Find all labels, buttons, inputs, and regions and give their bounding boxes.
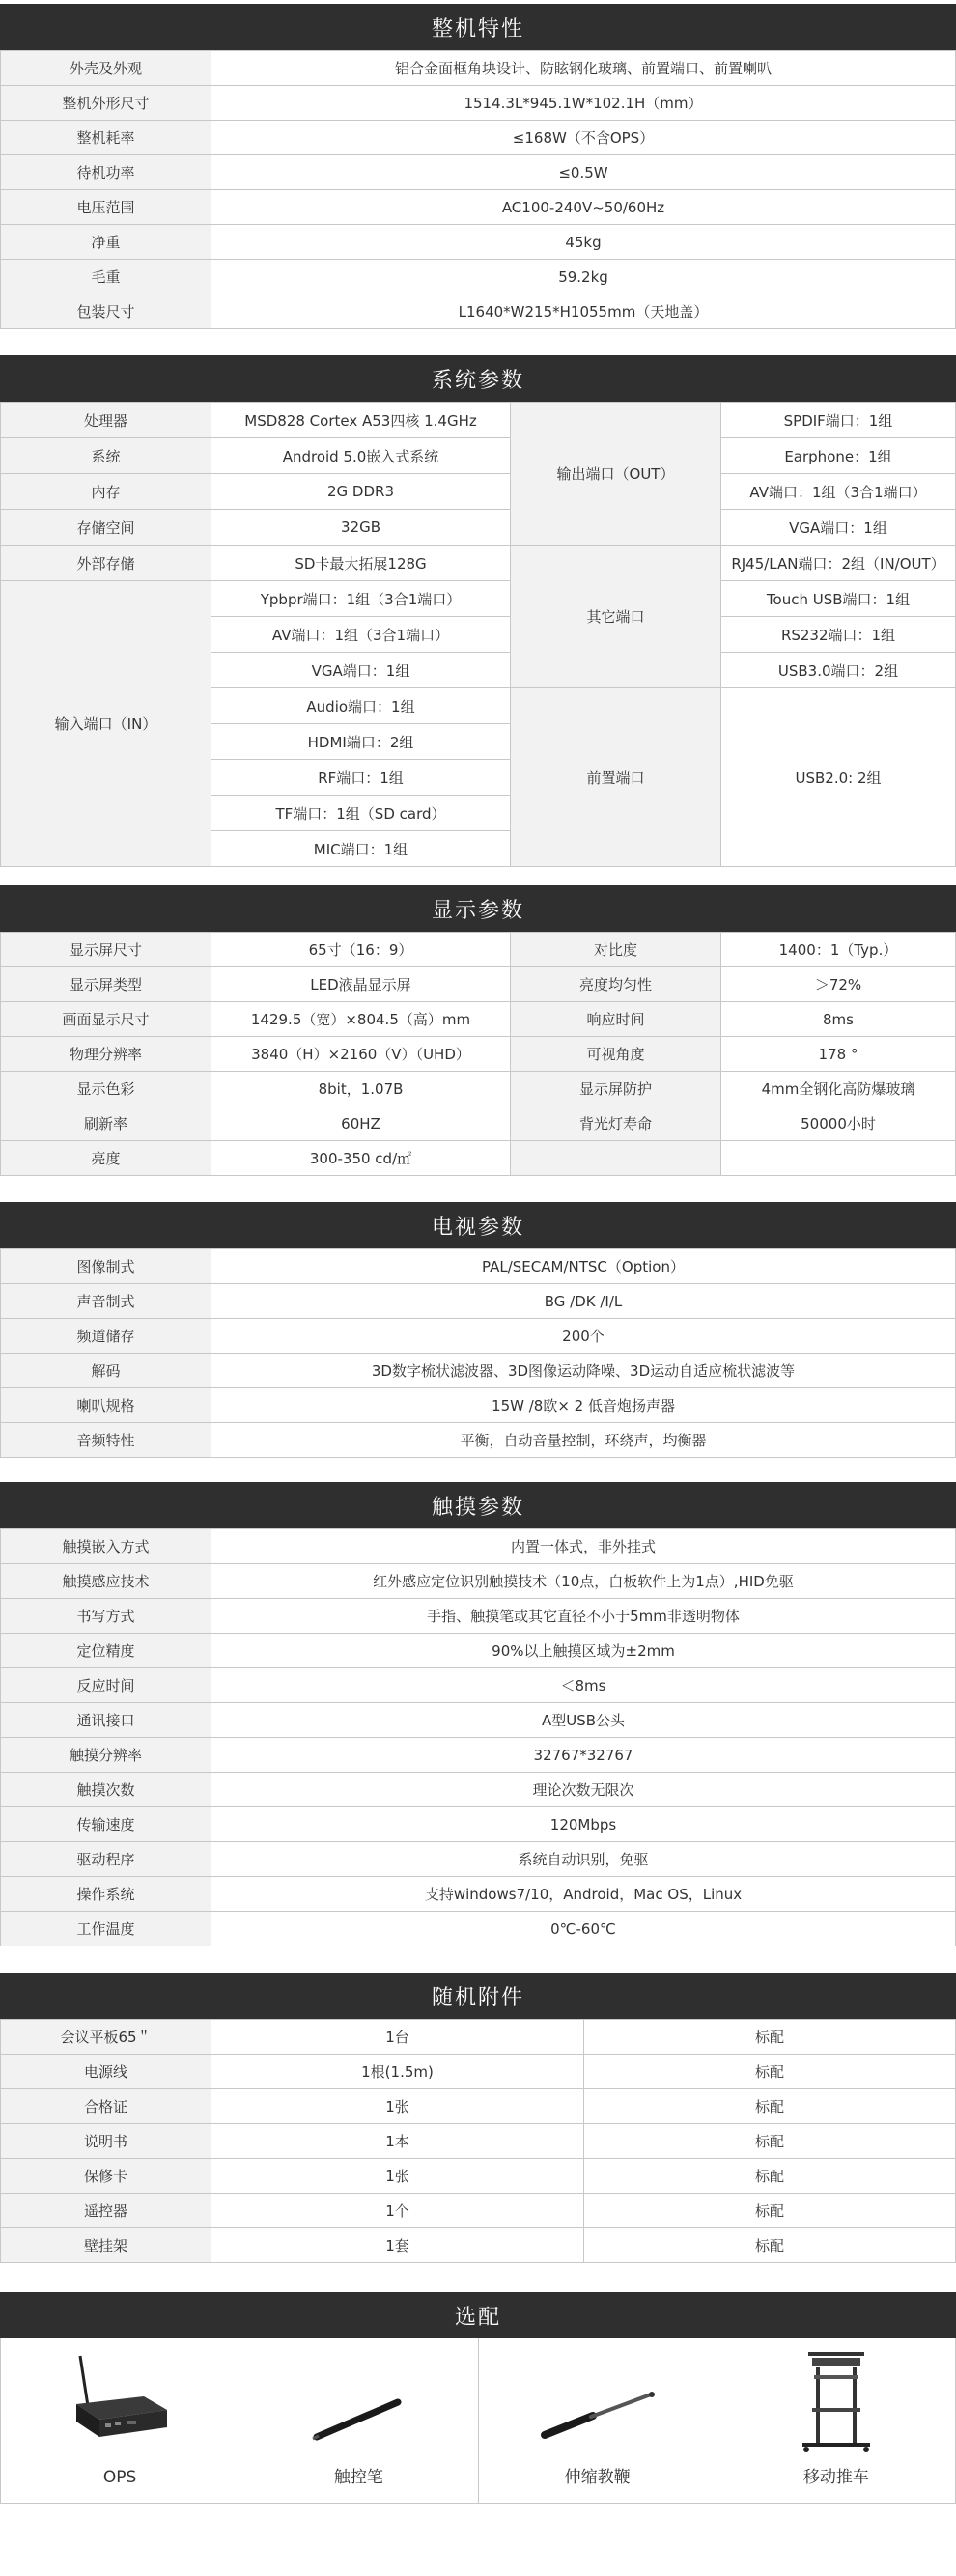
cell-value: 8bit，1.07B (211, 1072, 511, 1106)
cell-value: 标配 (584, 2124, 956, 2159)
cell-value: Audio端口：1组 (211, 688, 511, 724)
cell-key: 触摸分辨率 (1, 1738, 211, 1773)
section-accessories (0, 1973, 956, 2263)
table-row (1, 1002, 956, 1037)
table-row (1, 1807, 956, 1842)
cell-key: 解码 (1, 1354, 211, 1388)
table-row (1, 294, 956, 329)
section-title: 随机附件 (0, 1973, 956, 2019)
cell-value: L1640*W215*H1055mm（天地盖） (211, 294, 956, 329)
table-row (1, 121, 956, 155)
cell-value: VGA端口：1组 (721, 510, 956, 546)
cell-value: 1张 (211, 2159, 584, 2194)
spec-table (0, 2019, 956, 2263)
section-touch (0, 1482, 956, 1946)
table-row (1, 1564, 956, 1599)
table-row (1, 1773, 956, 1807)
cell-key: 驱动程序 (1, 1842, 211, 1877)
cell-key: 显示屏防护 (511, 1072, 721, 1106)
cell-value: 内置一体式，非外挂式 (211, 1529, 956, 1564)
cell-value: Android 5.0嵌入式系统 (211, 438, 511, 474)
cell-value: 0℃-60℃ (211, 1912, 956, 1946)
cell-value: 手指、触摸笔或其它直径不小于5mm非透明物体 (211, 1599, 956, 1634)
cell-key: 反应时间 (1, 1668, 211, 1703)
cell-value: 178 ° (721, 1037, 956, 1072)
option-label: 移动推车 (802, 2468, 869, 2487)
cell-key: 会议平板65＂ (1, 2020, 211, 2055)
cell-value: 1张 (211, 2089, 584, 2124)
option-label: 触控笔 (333, 2468, 383, 2487)
section-options (0, 2292, 956, 2504)
cell-value: RS232端口：1组 (721, 617, 956, 653)
cell-value: 标配 (584, 2194, 956, 2228)
spec-table (0, 402, 956, 867)
table-row (1, 51, 956, 86)
cell-key: 触摸嵌入方式 (1, 1529, 211, 1564)
table-row (1, 1599, 956, 1634)
cell-value: RJ45/LAN端口：2组（IN/OUT） (721, 546, 956, 581)
cell-value: USB2.0: 2组 (721, 688, 956, 867)
cell-key: 输出端口（OUT） (511, 403, 721, 546)
table-row (1, 1284, 956, 1319)
spec-table (0, 50, 956, 329)
cell-value: 65寸（16：9） (211, 933, 511, 967)
cell-value: ≤0.5W (211, 155, 956, 190)
cell-key: 画面显示尺寸 (1, 1002, 211, 1037)
cell-value: A型USB公头 (211, 1703, 956, 1738)
cell-value: USB3.0端口：2组 (721, 653, 956, 688)
cell-value: 1台 (211, 2020, 584, 2055)
cell-key: 工作温度 (1, 1912, 211, 1946)
table-row (1, 1354, 956, 1388)
cell-key: 亮度均匀性 (511, 967, 721, 1002)
cell-key: 刷新率 (1, 1106, 211, 1141)
table-row (1, 1141, 956, 1176)
cell-value: 59.2kg (211, 260, 956, 294)
cell-value: 2G DDR3 (211, 474, 511, 510)
table-row (1, 1668, 956, 1703)
cell-key: 显示色彩 (1, 1072, 211, 1106)
section-title: 整机特性 (0, 4, 956, 50)
cell-key: 背光灯寿命 (511, 1106, 721, 1141)
cell-key: 存储空间 (1, 510, 211, 546)
cell-value: 红外感应定位识别触摸技术（10点，白板软件上为1点）,HID免驱 (211, 1564, 956, 1599)
section-title: 显示参数 (0, 885, 956, 932)
cell-value: 45kg (211, 225, 956, 260)
table-row (1, 2020, 956, 2055)
section-title: 电视参数 (0, 1202, 956, 1248)
section-system (0, 355, 956, 867)
table-row (1, 190, 956, 225)
table-row (1, 1249, 956, 1284)
cell-key: 电源线 (1, 2055, 211, 2089)
table-row (1, 1529, 956, 1564)
table-row (1, 1877, 956, 1912)
cell-value: 铝合金面框角块设计、防眩钢化玻璃、前置端口、前置喇叭 (211, 51, 956, 86)
table-row (1, 2124, 956, 2159)
cell-key: 处理器 (1, 403, 211, 438)
cell-key (511, 1141, 721, 1176)
option-pen (239, 2338, 478, 2503)
cell-key: 前置端口 (511, 688, 721, 867)
options-grid (0, 2338, 956, 2504)
cell-value: 120Mbps (211, 1807, 956, 1842)
cell-key: 通讯接口 (1, 1703, 211, 1738)
cell-value: 平衡，自动音量控制，环绕声，均衡器 (211, 1423, 956, 1458)
cell-key: 亮度 (1, 1141, 211, 1176)
spec-table (0, 1528, 956, 1946)
cell-value: 4mm全钢化高防爆玻璃 (721, 1072, 956, 1106)
cell-key: 内存 (1, 474, 211, 510)
cell-value: 8ms (721, 1002, 956, 1037)
cell-key: 显示屏尺寸 (1, 933, 211, 967)
table-row (1, 2228, 956, 2263)
cell-key: 说明书 (1, 2124, 211, 2159)
cell-value: 60HZ (211, 1106, 511, 1141)
table-row (1, 155, 956, 190)
table-row (1, 225, 956, 260)
table-row (1, 260, 956, 294)
spec-table (0, 1248, 956, 1458)
cell-value: TF端口：1组（SD card） (211, 796, 511, 831)
cell-key: 外部存储 (1, 546, 211, 581)
cell-value: Earphone：1组 (721, 438, 956, 474)
cell-key: 合格证 (1, 2089, 211, 2124)
section-title: 系统参数 (0, 355, 956, 402)
cell-key: 响应时间 (511, 1002, 721, 1037)
option-cart (717, 2338, 955, 2503)
cell-value: 1个 (211, 2194, 584, 2228)
table-row (1, 1319, 956, 1354)
option-label: OPS (102, 2468, 137, 2487)
cell-value: SPDIF端口：1组 (721, 403, 956, 438)
cell-value: 1根(1.5m) (211, 2055, 584, 2089)
table-row (1, 967, 956, 1002)
cell-key: 触摸感应技术 (1, 1564, 211, 1599)
cell-key: 壁挂架 (1, 2228, 211, 2263)
cell-value: PAL/SECAM/NTSC（Option） (211, 1249, 956, 1284)
cell-key: 物理分辨率 (1, 1037, 211, 1072)
spec-table (0, 932, 956, 1176)
cell-key: 遥控器 (1, 2194, 211, 2228)
cell-value: 1429.5（宽）×804.5（高）mm (211, 1002, 511, 1037)
cell-value: BG /DK /I/L (211, 1284, 956, 1319)
section-title: 触摸参数 (0, 1482, 956, 1528)
table-row (1, 2159, 956, 2194)
cell-key: 显示屏类型 (1, 967, 211, 1002)
cell-key: 书写方式 (1, 1599, 211, 1634)
cell-value: 3840（H）×2160（V）（UHD） (211, 1037, 511, 1072)
cell-key: 音频特性 (1, 1423, 211, 1458)
cell-value: RF端口：1组 (211, 760, 511, 796)
cell-value: 1514.3L*945.1W*102.1H（mm） (211, 86, 956, 121)
section-display (0, 885, 956, 1176)
cell-value: AC100-240V~50/60Hz (211, 190, 956, 225)
ops-device-icon (67, 2348, 173, 2445)
cell-value: AV端口：1组（3合1端口） (721, 474, 956, 510)
cell-value: HDMI端口：2组 (211, 724, 511, 760)
table-row (1, 1106, 956, 1141)
section-title: 选配 (0, 2292, 956, 2338)
table-row (1, 933, 956, 967)
cell-value: 支持windows7/10，Android，Mac OS，Linux (211, 1877, 956, 1912)
cell-value: 1套 (211, 2228, 584, 2263)
cell-value: SD卡最大拓展128G (211, 546, 511, 581)
cell-key: 保修卡 (1, 2159, 211, 2194)
cell-value: Ypbpr端口：1组（3合1端口） (211, 581, 511, 617)
cell-value: 32GB (211, 510, 511, 546)
cell-key: 其它端口 (511, 546, 721, 688)
table-row (1, 1037, 956, 1072)
cell-value: ≤168W（不含OPS） (211, 121, 956, 155)
cell-value: 1本 (211, 2124, 584, 2159)
cell-value: MIC端口：1组 (211, 831, 511, 867)
cell-value: 200个 (211, 1319, 956, 1354)
cell-key: 声音制式 (1, 1284, 211, 1319)
cell-key: 图像制式 (1, 1249, 211, 1284)
table-row (1, 1912, 956, 1946)
cell-key: 整机外形尺寸 (1, 86, 211, 121)
table-row (1, 2055, 956, 2089)
table-row (1, 1072, 956, 1106)
cell-value: 300-350 cd/㎡ (211, 1141, 511, 1176)
table-row (1, 1703, 956, 1738)
cell-key: 系统 (1, 438, 211, 474)
cell-value: 系统自动识别，免驱 (211, 1842, 956, 1877)
cell-key: 喇叭规格 (1, 1388, 211, 1423)
cell-value: 理论次数无限次 (211, 1773, 956, 1807)
table-row (1, 1842, 956, 1877)
cell-value: AV端口：1组（3合1端口） (211, 617, 511, 653)
cell-key: 定位精度 (1, 1634, 211, 1668)
cell-value: 32767*32767 (211, 1738, 956, 1773)
option-ops (1, 2338, 239, 2503)
cell-value (721, 1141, 956, 1176)
cell-value: 90%以上触摸区域为±2mm (211, 1634, 956, 1668)
cell-value: 标配 (584, 2089, 956, 2124)
cell-key: 整机耗率 (1, 121, 211, 155)
cell-key: 毛重 (1, 260, 211, 294)
table-row (1, 2194, 956, 2228)
cell-key: 对比度 (511, 933, 721, 967)
section-tv (0, 1202, 956, 1458)
table-row (1, 1634, 956, 1668)
cell-value: 3D数字梳状滤波器、3D图像运动降噪、3D运动自适应梳状滤波等 (211, 1354, 956, 1388)
cell-value: 标配 (584, 2159, 956, 2194)
cell-key: 触摸次数 (1, 1773, 211, 1807)
table-row (1, 1388, 956, 1423)
cell-key: 可视角度 (511, 1037, 721, 1072)
cell-key: 电压范围 (1, 190, 211, 225)
cell-value: 15W /8欧× 2 低音炮扬声器 (211, 1388, 956, 1423)
stylus-pen-icon (305, 2367, 411, 2464)
cell-value: ＜8ms (211, 1668, 956, 1703)
cell-value: 50000小时 (721, 1106, 956, 1141)
cell-value: VGA端口：1组 (211, 653, 511, 688)
cell-value: 标配 (584, 2055, 956, 2089)
mobile-cart-icon (793, 2348, 880, 2454)
cell-key: 传输速度 (1, 1807, 211, 1842)
cell-key: 包装尺寸 (1, 294, 211, 329)
table-row (1, 1423, 956, 1458)
cell-value: LED液晶显示屏 (211, 967, 511, 1002)
cell-key: 操作系统 (1, 1877, 211, 1912)
option-label: 伸缩教鞭 (564, 2468, 631, 2487)
cell-key: 频道储存 (1, 1319, 211, 1354)
option-pointer (479, 2338, 717, 2503)
table-row (1, 2089, 956, 2124)
section-whole (0, 4, 956, 329)
cell-value: ＞72% (721, 967, 956, 1002)
cell-value: 标配 (584, 2020, 956, 2055)
table-row (1, 86, 956, 121)
cell-value: MSD828 Cortex A53四核 1.4GHz (211, 403, 511, 438)
cell-value: 标配 (584, 2228, 956, 2263)
cell-key: 输入端口（IN） (1, 581, 211, 867)
cell-key: 待机功率 (1, 155, 211, 190)
table-row (1, 1738, 956, 1773)
cell-value: Touch USB端口：1组 (721, 581, 956, 617)
cell-key: 净重 (1, 225, 211, 260)
cell-key: 外壳及外观 (1, 51, 211, 86)
cell-value: 1400：1（Typ.） (721, 933, 956, 967)
telescopic-pointer-icon (535, 2366, 661, 2462)
